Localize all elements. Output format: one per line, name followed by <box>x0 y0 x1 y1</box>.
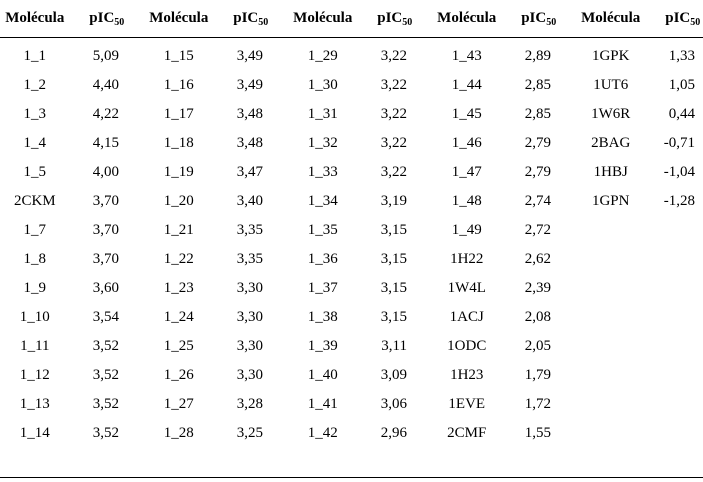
pic50-cell: 3,15 <box>380 309 407 325</box>
molecule-cell: 1ACJ <box>449 309 484 325</box>
header-molecule: Molécula <box>281 0 365 38</box>
molecule-cell: 1_1 <box>23 48 47 64</box>
pic50-cell <box>653 245 703 274</box>
header-pic-subscript: 50 <box>402 17 413 28</box>
molecule-cell: 1_25 <box>163 338 194 354</box>
molecule-cell: 1_27 <box>163 396 194 412</box>
pic50-cell: 3,30 <box>236 338 263 354</box>
molecule-cell: 1_23 <box>163 280 194 296</box>
molecule-cell: 1_34 <box>307 193 338 209</box>
molecule-cell: 1_42 <box>307 425 338 441</box>
pic50-cell: 3,47 <box>236 164 263 180</box>
pic50-cell <box>653 419 703 448</box>
pic50-cell <box>653 274 703 303</box>
molecule-cell: 1_18 <box>163 135 194 151</box>
header-pic-label: pIC <box>377 10 403 26</box>
pic50-cell: 0,44 <box>668 106 695 122</box>
pic50-cell: 2,39 <box>524 280 551 296</box>
pic50-cell: 1,33 <box>668 48 695 64</box>
pic50-cell: -0,71 <box>663 135 695 151</box>
pic50-cell: 3,52 <box>92 367 119 383</box>
table-row <box>0 71 703 100</box>
pic50-cell: 5,09 <box>92 48 119 64</box>
molecule-cell: 1_5 <box>23 164 47 180</box>
molecule-cell <box>569 332 653 361</box>
pic50-cell: 3,22 <box>380 164 407 180</box>
molecule-cell: 1_31 <box>307 106 338 122</box>
molecule-cell: 1_36 <box>307 251 338 267</box>
pic50-cell: 4,00 <box>92 164 119 180</box>
pic50-cell: 3,49 <box>236 48 263 64</box>
pic50-cell <box>653 390 703 419</box>
molecule-cell: 1_47 <box>451 164 482 180</box>
pic50-cell: -1,28 <box>663 193 695 209</box>
pic50-cell: 2,96 <box>380 425 407 441</box>
table-row <box>0 216 703 245</box>
molecule-cell: 1_22 <box>163 251 194 267</box>
molecule-cell: 1_37 <box>307 280 338 296</box>
molecule-cell: 1_8 <box>23 251 47 267</box>
molecule-cell: 1_35 <box>307 222 338 238</box>
pic50-cell: 3,49 <box>236 77 263 93</box>
header-pic-label: pIC <box>521 10 547 26</box>
pic50-cell: 3,70 <box>92 193 119 209</box>
header-pic-subscript: 50 <box>546 17 557 28</box>
header-pic-subscript: 50 <box>690 17 701 28</box>
pic50-cell: 3,15 <box>380 222 407 238</box>
pic50-cell <box>653 216 703 245</box>
pic50-cell: 4,22 <box>92 106 119 122</box>
header-pic-label: pIC <box>89 10 115 26</box>
molecule-cell: 1_17 <box>163 106 194 122</box>
molecule-cell: 1_38 <box>307 309 338 325</box>
header-pic50 <box>653 0 703 38</box>
header-pic-subscript: 50 <box>258 17 269 28</box>
table-row <box>0 129 703 158</box>
molecule-cell: 1_11 <box>20 338 50 354</box>
molecule-cell: 1_40 <box>307 367 338 383</box>
pic50-cell: 3,48 <box>236 135 263 151</box>
pic50-cell: 3,35 <box>236 251 263 267</box>
molecule-cell: 1_3 <box>23 106 47 122</box>
pic50-cell <box>653 332 703 361</box>
molecule-cell: 1_45 <box>451 106 482 122</box>
pic50-cell: 2,85 <box>524 106 551 122</box>
table-row <box>0 390 703 419</box>
molecule-cell: 1_13 <box>19 396 50 412</box>
pic50-cell: 3,40 <box>236 193 263 209</box>
molecule-cell: 1GPN <box>591 193 630 209</box>
molecule-cell: 2BAG <box>591 135 631 151</box>
pic50-cell: 4,15 <box>92 135 119 151</box>
pic50-cell: 2,85 <box>524 77 551 93</box>
molecule-cell: 1_7 <box>23 222 47 238</box>
molecule-cell: 1_32 <box>307 135 338 151</box>
molecule-cell: 1_15 <box>163 48 194 64</box>
pic50-cell: 3,70 <box>92 222 119 238</box>
pic50-cell: 3,15 <box>380 280 407 296</box>
molecule-cell: 1_41 <box>307 396 338 412</box>
table-row <box>0 245 703 274</box>
pic50-cell: 3,06 <box>380 396 407 412</box>
molecule-cell: 1_2 <box>23 77 47 93</box>
molecule-cell: 1H23 <box>450 367 484 383</box>
pic50-cell: 3,52 <box>92 396 119 412</box>
molecule-cell: 1_12 <box>19 367 50 383</box>
pic50-cell: 2,08 <box>524 309 551 325</box>
pic50-cell <box>653 361 703 390</box>
header-pic-subscript: 50 <box>114 17 125 28</box>
pic50-cell: 4,40 <box>92 77 119 93</box>
table-row <box>0 158 703 187</box>
pic50-cell: 3,22 <box>380 135 407 151</box>
molecule-cell: 1W6R <box>591 106 631 122</box>
pic50-cell: 3,09 <box>380 367 407 383</box>
pic50-cell: 3,28 <box>236 396 263 412</box>
pic50-cell: 2,72 <box>524 222 551 238</box>
molecule-cell <box>569 303 653 332</box>
pic50-cell: 1,55 <box>524 425 551 441</box>
molecule-cell: 1HBJ <box>593 164 628 180</box>
molecule-cell: 1_20 <box>163 193 194 209</box>
molecule-cell <box>569 274 653 303</box>
molecule-cell: 1_4 <box>23 135 47 151</box>
pic50-cell: 2,62 <box>524 251 551 267</box>
molecule-cell: 1_33 <box>307 164 338 180</box>
pic50-cell: -1,04 <box>663 164 695 180</box>
pic50-cell: 3,30 <box>236 309 263 325</box>
table-row <box>0 38 703 72</box>
molecule-cell: 2CKM <box>13 193 56 209</box>
molecule-cell: 1GPK <box>591 48 630 64</box>
table-row <box>0 187 703 216</box>
molecule-cell: 1_19 <box>163 164 194 180</box>
molecule-cell: 1_44 <box>451 77 482 93</box>
header-pic-label: pIC <box>233 10 259 26</box>
molecule-cell: 1_9 <box>23 280 47 296</box>
molecule-cell: 1EVE <box>448 396 486 412</box>
pic50-cell <box>653 303 703 332</box>
pic50-cell: 3,22 <box>380 77 407 93</box>
header-molecule: Molécula <box>0 0 77 38</box>
table-row <box>0 332 703 361</box>
pic50-cell: 3,22 <box>380 106 407 122</box>
pic50-cell: 2,05 <box>524 338 551 354</box>
pic50-cell: 3,70 <box>92 251 119 267</box>
table-row <box>0 100 703 129</box>
table-row <box>0 419 703 448</box>
molecule-cell <box>569 419 653 448</box>
pic50-cell: 3,52 <box>92 425 119 441</box>
pic50-cell: 3,25 <box>236 425 263 441</box>
pic50-cell: 2,79 <box>524 164 551 180</box>
header-pic50 <box>365 0 425 38</box>
molecule-cell: 1_26 <box>163 367 194 383</box>
molecule-cell: 1_30 <box>307 77 338 93</box>
pic50-cell: 2,89 <box>524 48 551 64</box>
table-row <box>0 303 703 332</box>
table-bottom-rule <box>0 477 703 478</box>
molecule-cell <box>569 216 653 245</box>
pic50-cell: 3,35 <box>236 222 263 238</box>
table-row <box>0 361 703 390</box>
pic50-cell: 3,52 <box>92 338 119 354</box>
pic50-cell: 1,05 <box>668 77 695 93</box>
pic50-cell: 2,74 <box>524 193 551 209</box>
molecule-cell <box>569 390 653 419</box>
pic50-cell: 3,48 <box>236 106 263 122</box>
table-body <box>0 38 703 449</box>
molecule-cell: 1H22 <box>450 251 484 267</box>
pic50-cell: 2,79 <box>524 135 551 151</box>
molecule-cell: 1_21 <box>163 222 194 238</box>
header-pic50 <box>509 0 569 38</box>
molecule-cell: 1_43 <box>451 48 482 64</box>
table-row <box>0 274 703 303</box>
molecule-cell: 1UT6 <box>593 77 629 93</box>
header-molecule: Molécula <box>137 0 221 38</box>
molecule-cell: 1_16 <box>163 77 194 93</box>
molecule-cell: 1_39 <box>307 338 338 354</box>
pic50-cell: 3,22 <box>380 48 407 64</box>
molecule-cell: 1_14 <box>19 425 50 441</box>
molecule-cell: 1_24 <box>163 309 194 325</box>
molecule-cell: 1ODC <box>447 338 487 354</box>
molecule-cell: 1_28 <box>163 425 194 441</box>
molecule-cell: 1_49 <box>451 222 482 238</box>
pic50-cell: 3,54 <box>92 309 119 325</box>
molecule-cell: 2CMF <box>447 425 487 441</box>
molecule-cell: 1_29 <box>307 48 338 64</box>
header-molecule: Molécula <box>425 0 509 38</box>
pic50-cell: 3,30 <box>236 367 263 383</box>
pic50-cell: 3,19 <box>380 193 407 209</box>
molecule-cell <box>569 361 653 390</box>
header-molecule: Molécula <box>569 0 653 38</box>
pic50-cell: 1,72 <box>524 396 551 412</box>
header-pic50 <box>221 0 281 38</box>
molecule-cell: 1_48 <box>451 193 482 209</box>
molecule-cell: 1_46 <box>451 135 482 151</box>
header-pic50 <box>77 0 137 38</box>
pic50-cell: 3,11 <box>381 338 407 354</box>
header-pic-label: pIC <box>665 10 691 26</box>
molecule-cell: 1W4L <box>447 280 486 296</box>
pic50-cell: 3,60 <box>92 280 119 296</box>
molecule-cell: 1_10 <box>19 309 50 325</box>
pic50-cell: 3,30 <box>236 280 263 296</box>
molecule-cell <box>569 245 653 274</box>
table-header-row <box>0 0 703 38</box>
pic50-cell: 3,15 <box>380 251 407 267</box>
pic50-cell: 1,79 <box>524 367 551 383</box>
